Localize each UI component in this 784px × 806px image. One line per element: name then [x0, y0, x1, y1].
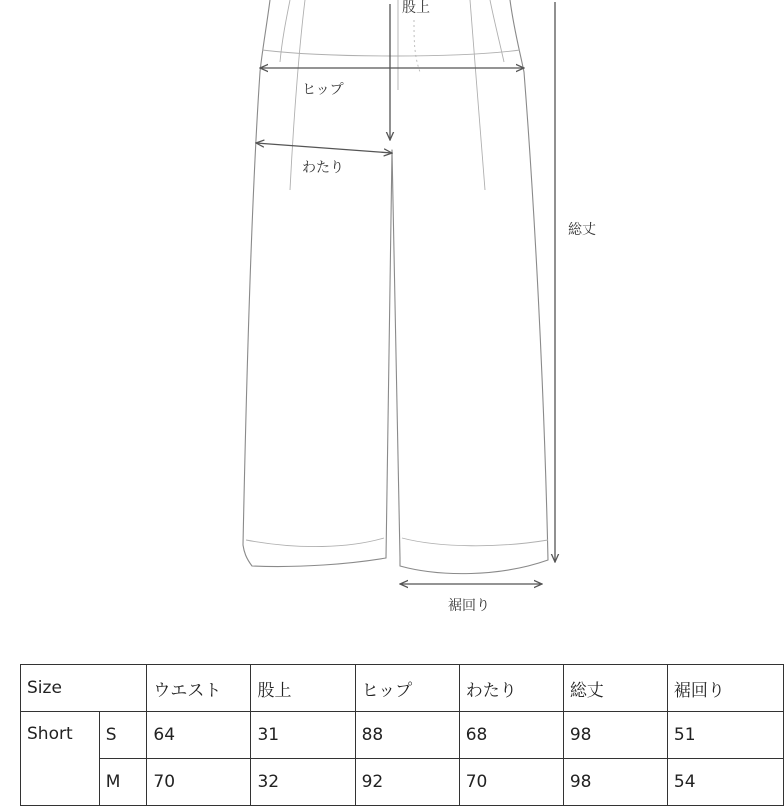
header-thigh: わたり	[459, 665, 563, 712]
value-cell: 32	[251, 759, 355, 806]
table-header-row	[21, 665, 784, 712]
value-cell: 70	[147, 759, 251, 806]
size-cell: S	[99, 712, 147, 759]
header-total-length: 総丈	[563, 665, 667, 712]
value-cell: 98	[563, 712, 667, 759]
label-hip: ヒップ	[302, 82, 344, 98]
label-thigh: わたり	[302, 160, 344, 176]
header-hem: 裾回り	[667, 665, 783, 712]
value-cell: 68	[459, 712, 563, 759]
header-hip: ヒップ	[355, 665, 459, 712]
label-total-length: 総丈	[568, 222, 596, 238]
value-cell: 92	[355, 759, 459, 806]
label-hem: 裾回り	[448, 598, 490, 614]
dimension-arrows	[256, 2, 555, 584]
pants-outline	[243, 0, 548, 574]
size-cell: M	[99, 759, 147, 806]
size-table	[20, 664, 784, 806]
group-label: Short	[21, 712, 100, 806]
header-waist: ウエスト	[147, 665, 251, 712]
label-rise: 股上	[402, 0, 430, 16]
value-cell: 88	[355, 712, 459, 759]
value-cell: 98	[563, 759, 667, 806]
value-cell: 51	[667, 712, 783, 759]
table-row	[21, 759, 784, 806]
value-cell: 54	[667, 759, 783, 806]
table-row	[21, 712, 784, 759]
value-cell: 64	[147, 712, 251, 759]
header-rise: 股上	[251, 665, 355, 712]
header-size: Size	[21, 665, 147, 712]
value-cell: 70	[459, 759, 563, 806]
value-cell: 31	[251, 712, 355, 759]
